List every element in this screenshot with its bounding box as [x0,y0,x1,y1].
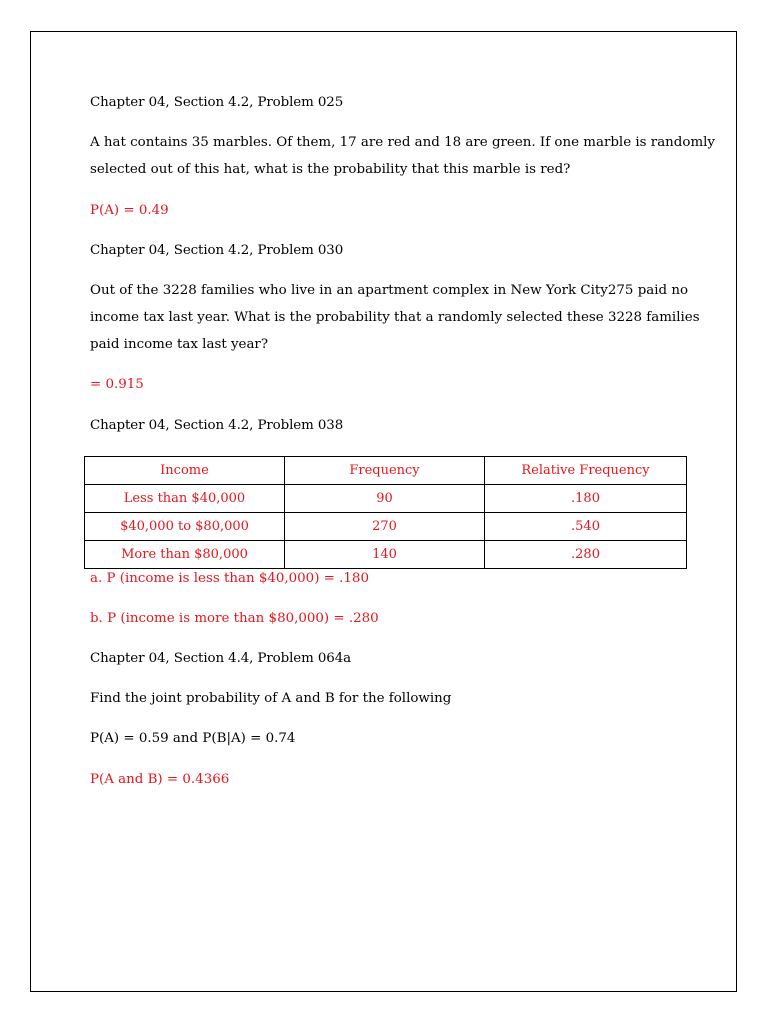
table-cell-frequency: 270 [285,513,485,541]
problem-038-answer-b: b. P (income is more than $80,000) = .280 [90,611,379,626]
problem-030-question-line-1: Out of the 3228 families who live in an apartment complex in New York City275 paid no [90,283,689,298]
problem-030-heading: Chapter 04, Section 4.2, Problem 030 [90,243,344,258]
problem-030-answer: = 0.915 [90,377,144,392]
table-row [85,513,687,541]
table-cell-income: More than $80,000 [85,541,285,569]
problem-025-question-line-1: A hat contains 35 marbles. Of them, 17 are red and 18 are green. If one marble is randomly [90,135,715,150]
problem-030-question-line-2: income tax last year. What is the probability that a randomly selected these 3228 families [90,310,700,325]
table-cell-relative-frequency: .180 [485,485,687,513]
table-header-income: Income [85,457,285,485]
table-header-frequency: Frequency [285,457,485,485]
problem-064a-question-line-1: Find the joint probability of A and B for the following [90,691,452,706]
problem-025-answer: P(A) = 0.49 [90,203,169,218]
table-cell-frequency: 140 [285,541,485,569]
problem-030-question-line-3: paid income tax last year? [90,337,269,352]
problem-025-question-line-2: selected out of this hat, what is the probability that this marble is red? [90,162,571,177]
table-cell-relative-frequency: .540 [485,513,687,541]
table-cell-income: Less than $40,000 [85,485,285,513]
table-header-row [85,457,687,485]
table-cell-frequency: 90 [285,485,485,513]
table-row [85,485,687,513]
problem-064a-heading: Chapter 04, Section 4.4, Problem 064a [90,651,352,666]
table-cell-relative-frequency: .280 [485,541,687,569]
income-frequency-table [84,456,687,569]
table-row [85,541,687,569]
table-cell-income: $40,000 to $80,000 [85,513,285,541]
table-header-relative-frequency: Relative Frequency [485,457,687,485]
problem-025-heading: Chapter 04, Section 4.2, Problem 025 [90,95,344,110]
problem-064a-answer: P(A and B) = 0.4366 [90,772,230,787]
problem-038-heading: Chapter 04, Section 4.2, Problem 038 [90,418,344,433]
problem-038-answer-a: a. P (income is less than $40,000) = .180 [90,571,369,586]
problem-064a-question-line-2: P(A) = 0.59 and P(B|A) = 0.74 [90,731,296,746]
